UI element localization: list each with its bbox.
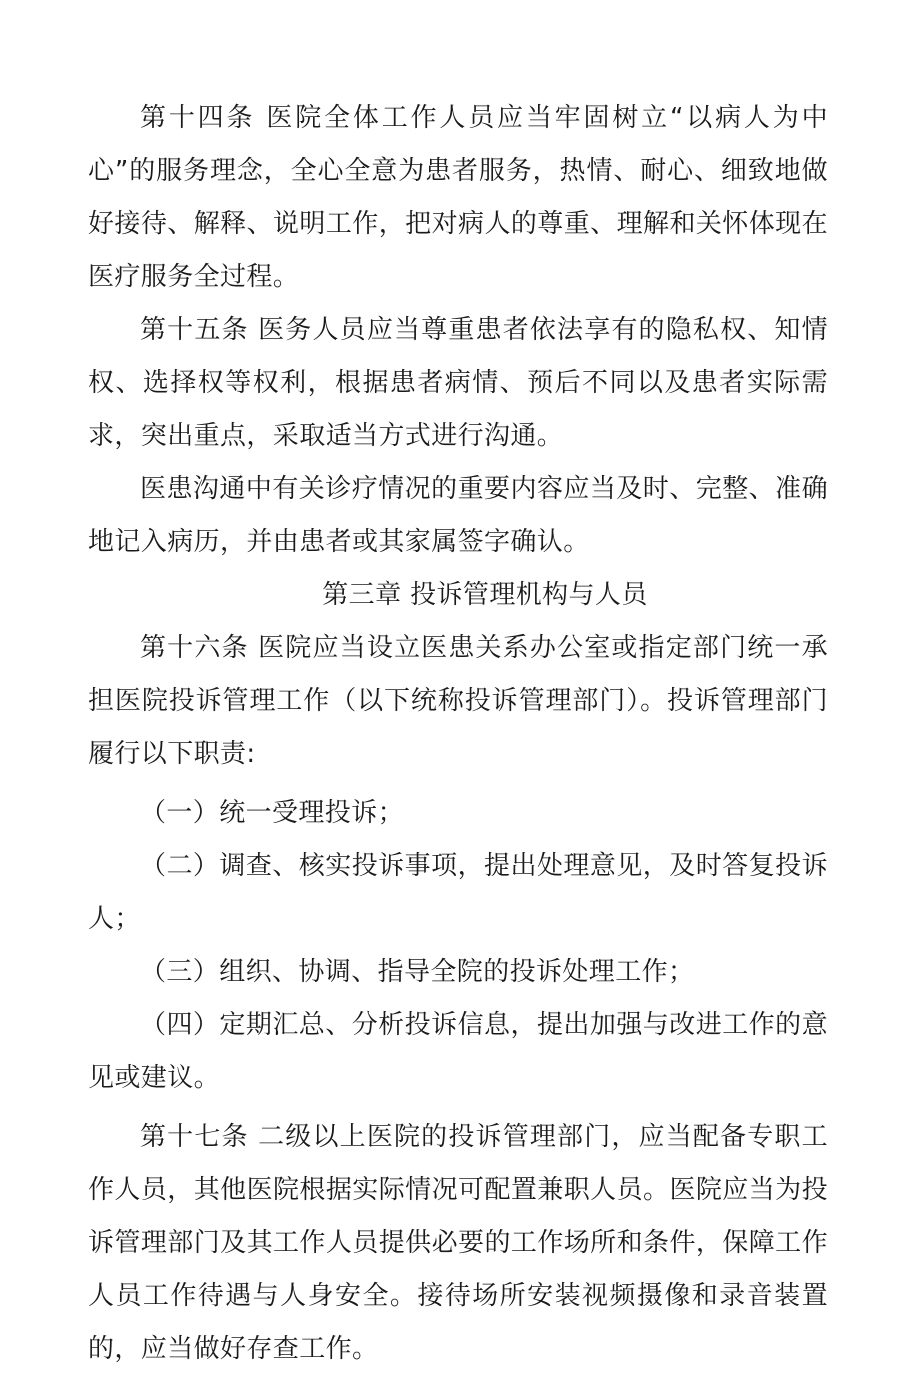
- list-item: （四）定期汇总、分析投诉信息，提出加强与改进工作的意见或建议。: [88, 1010, 828, 1093]
- article-14: 第十四条 医院全体工作人员应当牢固树立“以病人为中心”的服务理念，全心全意为患者服务，热情、耐心、细致地做好接待、解释、说明工作，把对病人的尊重、理解和关怀体现在医疗服务全过程。: [88, 103, 828, 292]
- article-15-continuation: 医患沟通中有关诊疗情况的重要内容应当及时、完整、准确地记入病历，并由患者或其家属签字确认。: [88, 474, 828, 557]
- article-17: 第十七条 二级以上医院的投诉管理部门，应当配备专职工作人员，其他医院根据实际情况可配置兼职人员。医院应当为投诉管理部门及其工作人员提供必要的工作场所和条件，保障工作人员工作待遇与人身安全。接待场所安装视频摄像和录音装置的，应当做好存查工作。: [88, 1122, 828, 1364]
- document-page: [88, 92, 828, 1376]
- list-item: （二）调查、核实投诉事项，提出处理意见，及时答复投诉人；: [88, 851, 828, 934]
- list-item: （一）统一受理投诉；: [140, 798, 405, 828]
- chapter-heading: 第三章 投诉管理机构与人员: [322, 580, 648, 610]
- article-16: 第十六条 医院应当设立医患关系办公室或指定部门统一承担医院投诉管理工作（以下统称投诉管理部门）。投诉管理部门履行以下职责:: [88, 633, 828, 769]
- list-item: （三）组织、协调、指导全院的投诉处理工作；: [140, 957, 695, 987]
- article-15: 第十五条 医务人员应当尊重患者依法享有的隐私权、知情权、选择权等权利，根据患者病情、预后不同以及患者实际需求，突出重点，采取适当方式进行沟通。: [88, 315, 828, 451]
